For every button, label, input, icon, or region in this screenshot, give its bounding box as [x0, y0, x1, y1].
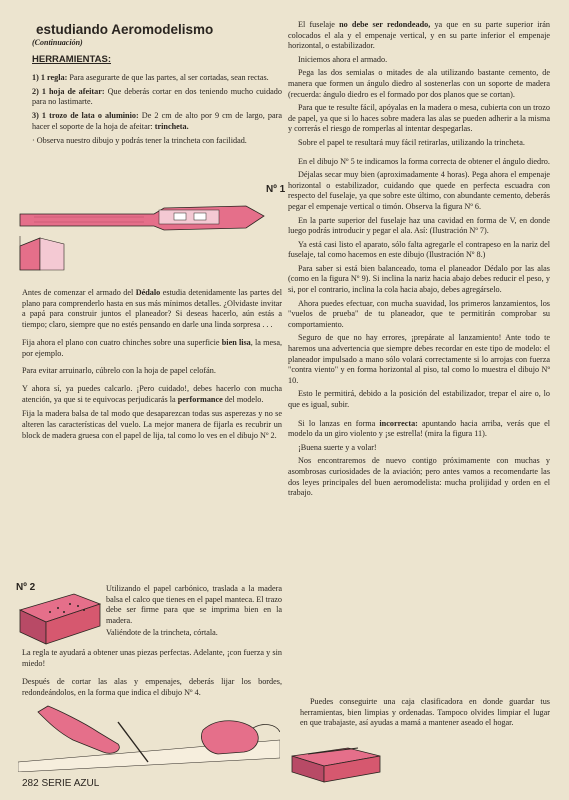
paragraph-sobre: Sobre el papel te resultará muy fácil retirarlas, utilizando la trincheta.	[298, 137, 525, 147]
paragraph-suerte: ¡Buena suerte y a volar!	[298, 442, 377, 452]
left-column-lower	[22, 648, 282, 698]
toolbox-drawing	[288, 738, 388, 784]
paragraph-pega: Pega las dos semialas o mitades de ala utilizando bastante cemento, de manera que formen un ángulo diedro al sostenerlas con un soporte de madera (recuerda: ángulo diedro es el formado por dos planos que se cortan).	[288, 68, 550, 99]
paragraph-balanceado: Para saber si está bien balanceado, toma el planeador Dédalo por las alas (como en la figura Nº 9). Si inclina la nariz hacia abajo debes reducir el peso, y si, por el contrario, inclina la cola hacia abajo, debes agregárselo.	[288, 263, 550, 295]
figure-1-label: Nº 1	[266, 184, 286, 195]
right-column	[288, 20, 550, 507]
figure-1	[14, 186, 286, 276]
paragraph-observa: · Observa nuestro dibujo y podrás tener la trincheta con facilidad.	[32, 136, 247, 146]
paragraph-antes: Antes de comenzar el armado del Dédalo estudia detenidamente las partes del plano para comprenderlo hasta en sus más mínimos detalles. ¿Olvidaste invitar a papá para construir juntos el planeador? Si deseas hacerlo, aún estás a tiempo; claro, siempre que no estés pensando en darle una linda sorpresa . . .	[22, 288, 282, 329]
right-column-closing	[300, 697, 550, 729]
paragraph-lanzas: Si lo lanzas en forma incorrecta: apuntando hacia arriba, verás que el modelo da un giro violento y ¡se estrella! (mira la figura 11).	[288, 418, 550, 439]
paragraph-dibujo5: En el dibujo Nº 5 te indicamos la forma correcta de obtener el ángulo diedro.	[298, 156, 550, 166]
figure-2-caption	[106, 584, 282, 639]
razor-blade-drawing	[14, 186, 286, 276]
paragraph-ahora: Y ahora sí, ya puedes calcarlo. ¡Pero cuidado!, debes hacerlo con mucha atención, ya que si te equivocas perjudicarás la performance del modelo.	[22, 384, 282, 404]
paragraph-valiendote: Valiéndote de la trincheta, córtala.	[106, 628, 218, 638]
paragraph-fija: Fija ahora el plano con cuatro chinches sobre una superficie bien lisa, la mesa, por ejemplo.	[22, 338, 282, 358]
tool-item-ruler: 1) 1 regla: Para asegurarte de que las partes, al ser cortadas, sean rectas.	[32, 73, 269, 83]
paragraph-fuselaje: El fuselaje no debe ser redondeado, ya que en su parte superior irán colocados el ala y el empenaje vertical, y en su parte inferior el empenaje horizontal, o estabilizador.	[288, 20, 551, 51]
paragraph-puedes: Puedes conseguirte una caja clasificadora en donde guardar tus herramientas, bien limpias y ordenadas. Tampoco olvides limpiar el lugar en que trabajaste, así ayudas a mamá a mantener aseado el hogar.	[300, 697, 550, 728]
tool-item-razor: 2) 1 hoja de afeitar: Que deberás cortar en dos teniendo mucho cuidado para no lastimarte.	[32, 86, 282, 107]
figure-2-label: Nº 2	[16, 582, 36, 593]
tool-item-tin: 3) 1 trozo de lata o aluminio: De 2 cm de alto por 9 cm de largo, para hacer el soporte de la hoja de afeitar: trincheta.	[32, 110, 282, 131]
article-subtitle: (Continuación)	[32, 38, 83, 47]
paragraph-evitar: Para evitar arruinarlo, cúbrelo con la hoja de papel celofán.	[22, 365, 216, 375]
paragraph-regla: La regla te ayudará a obtener unas piezas perfectas. Adelante, ¡con fuerza y sin miedo!	[22, 648, 282, 668]
left-column	[22, 20, 282, 150]
left-column-middle	[22, 288, 282, 441]
paragraph-para: Para que te resulte fácil, apóyalas en la madera o mesa, cubierta con un trozo de papel, ya que si lo haces sobre madera las alas se pueden adherir a la misma y correrás el riesgo de romperlas al intentar despegarlas.	[288, 103, 550, 134]
tools-heading: HERRAMIENTAS:	[32, 53, 111, 65]
figure-toolbox	[288, 738, 388, 784]
article-title: estudiando Aeromodelismo	[36, 22, 214, 37]
paragraph-parte: En la parte superior del fuselaje haz una cavidad en forma de V, en donde luego podrás introducir y pegar el ala. Así: (Ilustración Nº 7).	[288, 215, 550, 236]
page-footer: 282 SERIE AZUL	[22, 778, 100, 789]
paragraph-esto: Esto le permitirá, debido a la posición del estabilizador, trepar el aire o, lo que es igual, subir.	[288, 389, 550, 409]
paragraph-despues: Después de cortar las alas y empenajes, deberás lijar los bordes, redondeándolos, en la forma que indica el dibujo Nº 4.	[22, 677, 282, 697]
paragraph-seguro: Seguro de que no hay errores, ¡prepárate al lanzamiento! Ante todo te haremos una advertencia que siempre debes recordar en este tipo de modelo: el planeador impulsado a mano sólo volará correctamente si lo arrojas con fuerza "contra viento" y en forma horizontal al piso, tal como lo muestra el dibujo Nº 10.	[288, 333, 550, 385]
paragraph-efectuar: Ahora puedes efectuar, con mucha suavidad, los primeros lanzamientos, los "vuelos de prueba" de tu planeador, que te permitirán comprobar su comportamiento.	[288, 298, 550, 329]
figure-2	[14, 582, 104, 650]
paragraph-casi: Ya está casi listo el aparato, sólo falta agregarle el contrapeso en la nariz del fuselaje, tal como hacemos en este dibujo (Ilustración Nº 8.)	[288, 239, 550, 260]
hands-cutting-drawing	[18, 702, 280, 772]
paragraph-nos: Nos encontraremos de nuevo contigo próximamente con muchas y asombrosas curiosidades de la aviación; pero antes vamos a recomendarte las dos leyes principales del buen aeromodelista: mucha prolijidad y orden en el trabajo.	[288, 456, 550, 498]
paragraph-fija-madera: Fija la madera balsa de tal modo que desaparezcan todas sus asperezas y no se alteren las características del vuelo. La mejor manera de fijarla es recubrir un block de madera gruesa con el papel de lija, tal como lo ves en el dibujo Nº 2.	[22, 409, 282, 440]
paragraph-iniciemos: Iniciemos ahora el armado.	[298, 54, 388, 64]
figure-cutting-hands	[18, 702, 280, 772]
paragraph-dejalas: Déjalas secar muy bien (aproximadamente 4 horas). Pega ahora el empenaje horizontal o estabilizador, cuidando que quede en perfecta escuadra con respecto del fuselaje, ya que sobre este último, con abundante cemento, deberás pegar el empenaje vertical o timón. Observa la figura Nº 6.	[288, 170, 550, 211]
paragraph-utilizando: Utilizando el papel carbónico, traslada a la madera balsa el calco que tienes en el papel manteca. El trazo debe ser firme para que se imprima bien en la madera.	[106, 584, 282, 625]
